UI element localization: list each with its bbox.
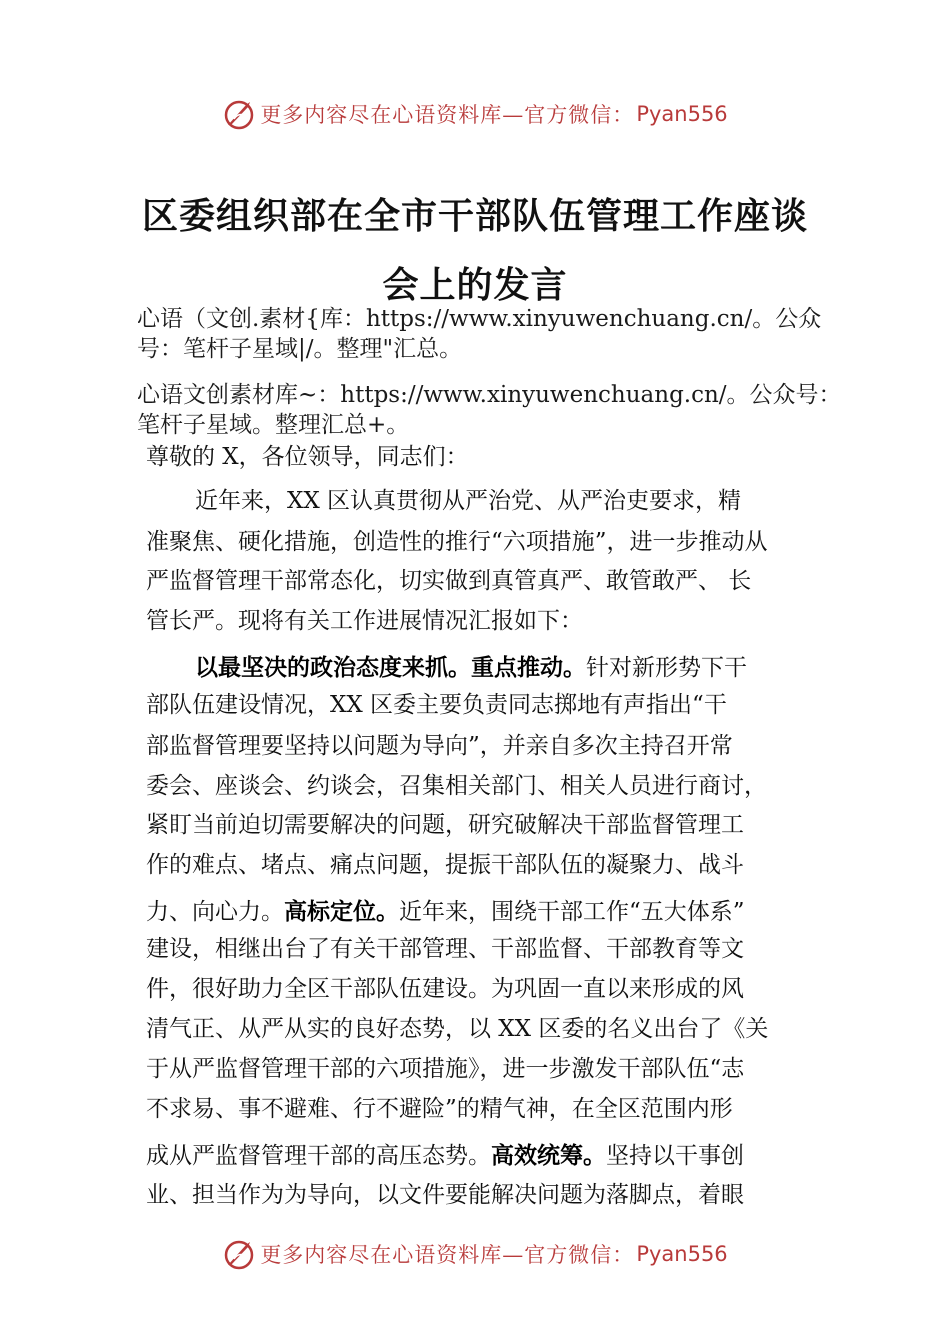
document-title-line2: 会上的发言 <box>382 264 568 306</box>
para2-lead: 力、向心力。 <box>146 899 284 925</box>
para1-line: 部监督管理要坚持以问题为导向”，并亲自多次主持召开常 <box>146 733 733 759</box>
para2-first-line <box>146 897 745 927</box>
para1-first-line <box>195 653 747 683</box>
document-title-line1: 区委组织部在全市干部队伍管理工作座谈 <box>141 195 808 237</box>
para1-line1-text: 针对新形势下干 <box>586 655 747 681</box>
para3-first-line <box>146 1141 744 1171</box>
para2-line: 于从严监督管理干部的六项措施》，进一步激发干部队伍“志 <box>146 1056 745 1082</box>
intro-line: 严监督管理干部常态化，切实做到真管真严、敢管敢严、 长 <box>146 568 752 594</box>
para2-line1-text: 近年来，围绕干部工作“五大体系” <box>399 899 745 925</box>
watermark-wechat-id: Pyan556 <box>636 102 728 126</box>
salutation: 尊敬的 X，各位领导，同志们： <box>146 444 469 470</box>
intro-line: 准聚焦、硬化措施，创造性的推行“六项措施”，进一步推动从 <box>146 529 768 555</box>
pen-logo-icon <box>222 97 256 131</box>
para3-heading: 高效统筹。 <box>491 1143 606 1169</box>
watermark-banner-top <box>0 94 950 134</box>
intro-line: 近年来，XX 区认真贯彻从严治党、从严治吏要求，精 <box>195 488 742 514</box>
para3-line: 业、担当作为为导向，以文件要能解决问题为落脚点，着眼 <box>146 1182 744 1208</box>
source-note-2: 心语文创素材库~：https://www.xinyuwenchuang.cn/。公众号：笔杆子星域。整理汇总+。 <box>137 382 842 438</box>
para2-line: 建设，相继出台了有关干部管理、干部监督、干部教育等文 <box>146 936 744 962</box>
watermark-wechat-id: Pyan556 <box>636 1242 728 1266</box>
para3-line1-text: 坚持以干事创 <box>606 1143 744 1169</box>
para3-lead: 成从严监督管理干部的高压态势。 <box>146 1143 491 1169</box>
para1-line: 紧盯当前迫切需要解决的问题，研究破解决干部监督管理工 <box>146 812 744 838</box>
watermark-text: 更多内容尽在心语资料库—官方微信： <box>260 103 635 127</box>
para1-heading: 以最坚决的政治态度来抓。重点推动。 <box>195 655 586 681</box>
para1-line: 部队伍建设情况，XX 区委主要负责同志掷地有声指出“干 <box>146 692 727 718</box>
para2-heading: 高标定位。 <box>284 899 399 925</box>
para1-line: 作的难点、堵点、痛点问题，提振干部队伍的凝聚力、战斗 <box>146 852 744 878</box>
para2-line: 清气正、从严从实的良好态势，以 XX 区委的名义出台了《关 <box>146 1016 769 1042</box>
watermark-text: 更多内容尽在心语资料库—官方微信： <box>260 1243 635 1267</box>
para2-line: 不求易、事不避难、行不避险”的精气神，在全区范围内形 <box>146 1096 733 1122</box>
para1-line: 委会、座谈会、约谈会，召集相关部门、相关人员进行商讨， <box>146 773 767 799</box>
source-note-1: 心语（文创.素材{库：https://www.xinyuwenchuang.cn/。公众号：笔杆子星域|/。整理"汇总。 <box>137 306 822 362</box>
para2-line: 件，很好助力全区干部队伍建设。为巩固一直以来形成的风 <box>146 976 744 1002</box>
pen-logo-icon <box>222 1237 256 1271</box>
intro-line: 管长严。现将有关工作进展情况汇报如下： <box>146 608 583 634</box>
watermark-banner-bottom <box>0 1234 950 1274</box>
